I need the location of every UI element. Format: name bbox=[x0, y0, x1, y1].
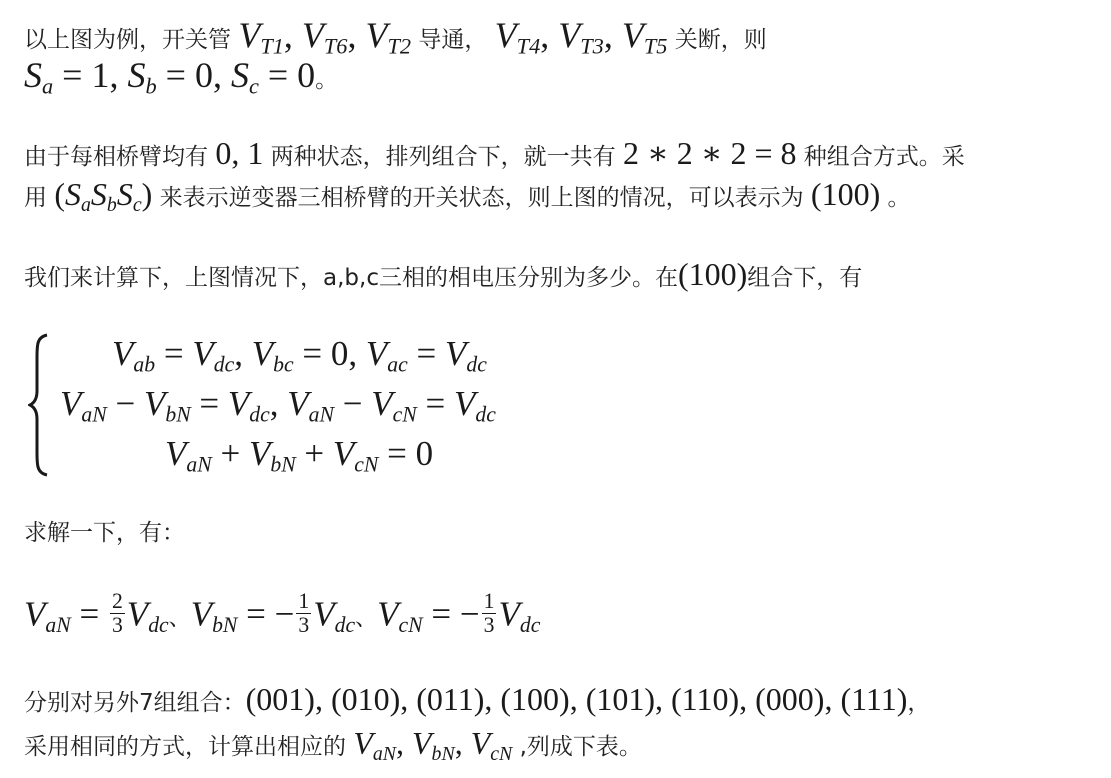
switch-state-math: $S_a = 1$, $S_b = 0$, $S_c = 0$ bbox=[24, 55, 316, 99]
para2-text-prefix: 由于每相桥臂均有 bbox=[24, 144, 208, 170]
para5-comma: ， bbox=[907, 690, 931, 716]
on-switches-math: $V_{T1}$, $V_{T6}$, $V_{T2}$ bbox=[238, 15, 412, 59]
para3-code-math: (100) bbox=[677, 256, 748, 292]
states-math: 0, 1 bbox=[215, 135, 264, 171]
equation-phase-sum: $V_{aN} + V_{bN} + V_{cN} = 0$ bbox=[165, 434, 434, 477]
count-math: 2 ∗ 2 ∗ 2 = 8 bbox=[622, 135, 797, 171]
para2-text-suffix: 种组合方式。采 bbox=[803, 144, 965, 170]
phase-voltages-math: $V_{aN}$, $V_{bN}$, $V_{cN}$ bbox=[353, 725, 513, 765]
para2-line2-suffix: 。 bbox=[887, 185, 911, 211]
fraction-van: $\frac{2}{3}$ bbox=[111, 589, 123, 637]
fraction-vbn: $\frac{1}{3}$ bbox=[298, 589, 310, 637]
para1-line2 bbox=[24, 54, 338, 100]
solution-equation: $V_{aN}$ = $\frac{2}{3}$ $V_{dc}$、$V_{bN}$ = − $\frac{1}{3}$ $V_{dc}$、$V_{cN}$ = − $\frac{1}{3}$ $V_{dc}$ bbox=[24, 589, 541, 637]
left-brace bbox=[28, 333, 50, 477]
para2-line2 bbox=[24, 175, 911, 218]
fraction-vcn: $\frac{1}{3}$ bbox=[483, 589, 495, 637]
para1-text-suffix: 关断，则 bbox=[674, 27, 767, 53]
para2-line2-prefix: 用 bbox=[24, 185, 47, 211]
equation-line-voltages: $V_{ab} = V_{dc}$, $V_{bc} = 0$, $V_{ac} = V_{dc}$ bbox=[112, 334, 487, 377]
para5-line2-prefix: 采用相同的方式，计算出相应的 bbox=[24, 734, 346, 760]
codes-math: (001), (010), (011), (100), (101), (110), (000), (111) bbox=[245, 681, 908, 717]
para3-suffix: 组合下，有 bbox=[747, 265, 863, 291]
para5-prefix: 分别对另外7组组合： bbox=[24, 690, 246, 716]
para2-line2-mid: 来表示逆变器三相桥臂的开关状态，则上图的情况，可以表示为 bbox=[159, 185, 804, 211]
para4-line bbox=[24, 520, 185, 548]
off-switches-math: $V_{T4}$, $V_{T3}$, $V_{T5}$ bbox=[494, 15, 668, 59]
equation-phase-differences: $V_{aN} - V_{bN} = V_{dc}$, $V_{aN} - V_{cN} = V_{dc}$ bbox=[60, 384, 496, 427]
para4-text: 求解一下，有： bbox=[24, 520, 185, 546]
code-math: (100) bbox=[810, 176, 881, 212]
para5-line1 bbox=[24, 680, 930, 718]
para3-prefix: 我们来计算下，上图情况下，a,b,c三相的相电压分别为多少。在 bbox=[24, 265, 678, 291]
para2-line1 bbox=[24, 134, 965, 172]
para2-text-mid: 两种状态，排列组合下，就一共有 bbox=[270, 144, 616, 170]
para5-line2 bbox=[24, 724, 642, 767]
state-vector-math: $(S_aS_bS_c)$ bbox=[54, 176, 153, 216]
para1-text-mid: 导通， bbox=[418, 27, 488, 53]
para5-line2-suffix: ,列成下表。 bbox=[519, 734, 642, 760]
para1-text-prefix: 以上图为例，开关管 bbox=[24, 27, 231, 53]
para1-period: 。 bbox=[315, 67, 339, 93]
para3-line bbox=[24, 255, 862, 293]
